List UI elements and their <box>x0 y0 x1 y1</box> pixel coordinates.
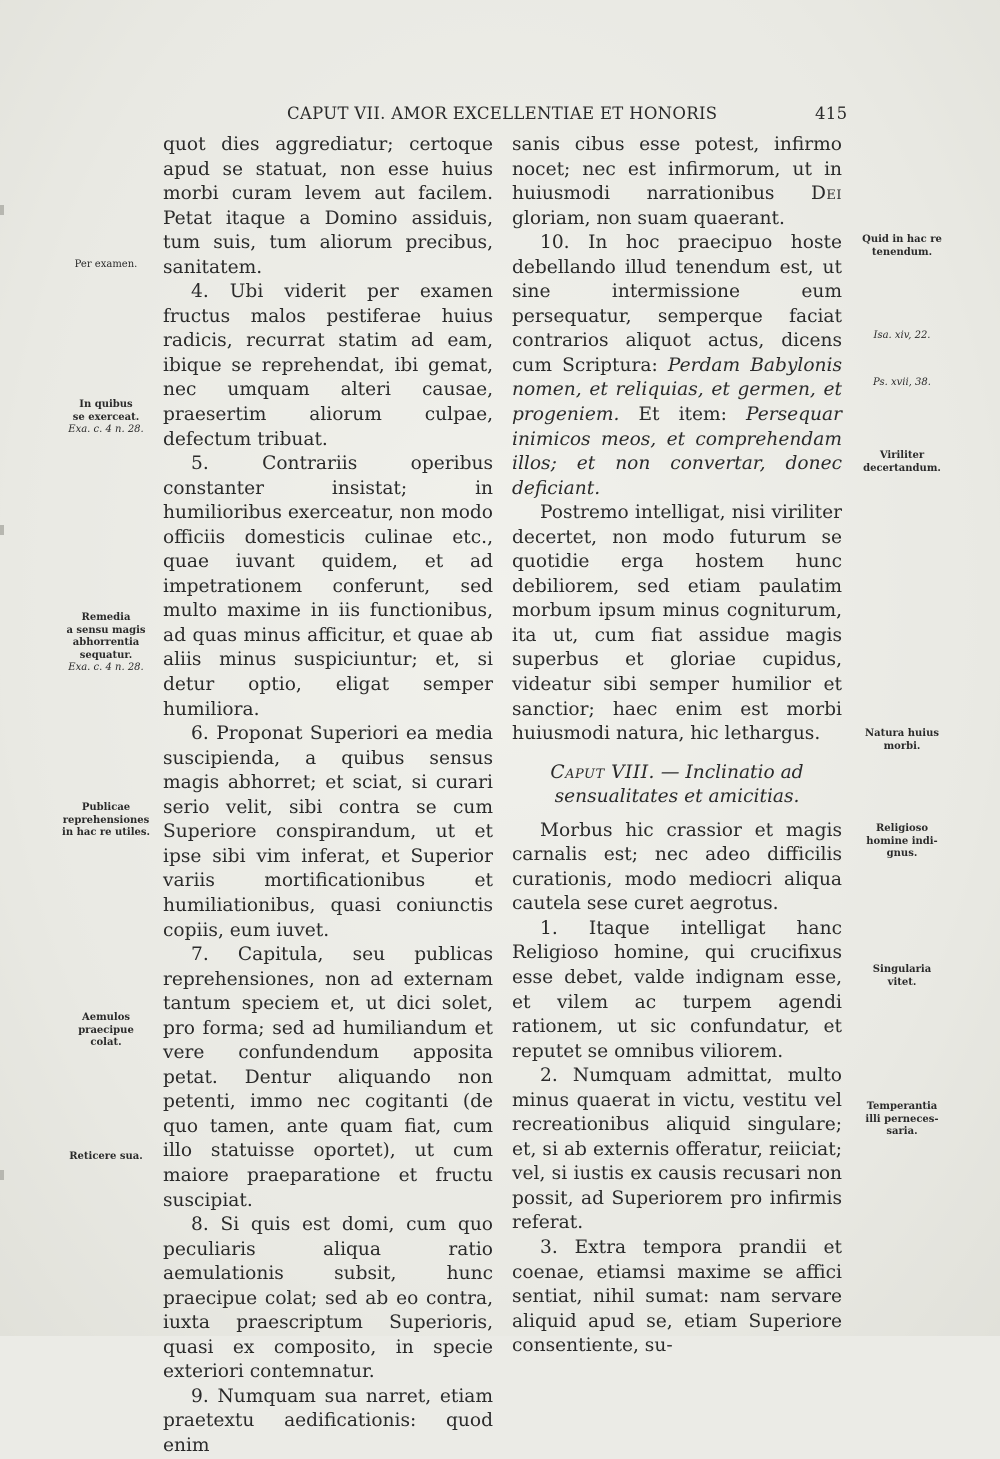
margin-note-line: abhorrentia <box>72 637 140 648</box>
margin-note-line: tenendum. <box>871 246 933 258</box>
margin-note-line: gnus. <box>886 848 918 859</box>
paragraph: 9. Numquam sua narret, etiam praetextu aedificationis: quod enim <box>163 1385 493 1456</box>
paragraph: quot dies aggrediatur; certoque apud se statuat, non esse huius morbi curam levem aut facilem. Petat itaque a Domino assiduis, tum suis, tum aliorum precibus, sanitatem. <box>163 134 493 278</box>
paragraph: 2. Numquam admittat, multo minus quaerat in victu, vestitu vel recreationibus aliquid singulare; et, si ab externis offeratur, reiiciat; vel, si iustis ex causis recusari non possit, ad Superiorem pro infirmis referat. <box>512 1065 842 1234</box>
margin-note-religioso <box>850 823 954 861</box>
margin-note-line: Per examen. <box>74 259 138 270</box>
margin-note-line: illi perneces- <box>865 1113 939 1125</box>
margin-note-line: se exerceat. <box>72 411 140 423</box>
margin-note-aemulos <box>56 1012 156 1050</box>
margin-note-natura <box>850 728 954 753</box>
text-run: gloriam, non suam quaerant. <box>512 207 785 229</box>
margin-note-line: a sensu magis <box>66 624 146 636</box>
text-run-smallcaps: Dei <box>810 183 842 205</box>
margin-note-line: Temperantia <box>866 1101 938 1112</box>
paragraph: 8. Si quis est domi, cum quo peculiaris aliqua ratio aemulationis subsit, hunc praecipue colat; sed ab eo contra, iuxta praescriptum Superioris, quasi ex composito, in specie exteriori contemnatur. <box>163 1214 493 1383</box>
chapter-heading <box>512 761 842 809</box>
margin-note-line: Singularia <box>872 964 932 975</box>
margin-note-line: Publicae <box>81 802 131 813</box>
text-run: 10. In hoc praecipuo hoste debellando illud tenendum est, ut sine intermissione eum persequatur, semperque faciat contrarios aliquot actus, dicens cum Scriptura: <box>512 232 842 376</box>
margin-note-line: saria. <box>886 1126 918 1137</box>
margin-note-quid-in-hac-re <box>850 234 954 259</box>
paragraph <box>512 231 842 501</box>
margin-note-per-examen <box>56 259 156 272</box>
paragraph: 5. Contrariis operibus constanter insistat; in humilioribus exerceatur, non modo officiis domesticis culinae etc., quae iuvant quidem, et ad impetrationem conferunt, sed multo maxime in iis functionibus, ad quas minus afficitur, et quae ab aliis minus suspiciuntur; et, si detur optio, eligat semper humiliora. <box>163 453 493 720</box>
paragraph: 6. Proponat Superiori ea media suscipienda, a quibus sensus magis abhorret; et sciat, si curari serio velit, sibi contra se cum Superiore conspirandum, ut et ipse sibi vim inferat, et Superior variis mortificationibus et humiliationibus, quasi coniunctis copiis, eum iuvet. <box>163 723 493 941</box>
margin-note-temperantia <box>850 1101 954 1139</box>
margin-note-line: Quid in hac re <box>862 234 942 245</box>
paragraph: 4. Ubi viderit per examen fructus malos pestiferae huius radicis, recurrat statim ad eam, ibique se reprehendat, ibi gemat, nec umquam alteri causae, praesertim aliorum culpae, defectum tribuat. <box>163 281 493 450</box>
page-edge-mark <box>0 525 4 535</box>
margin-note-line: morbi. <box>883 740 921 752</box>
margin-reference: Isa. xiv, 22. <box>873 330 931 341</box>
margin-note-line: vitet. <box>887 976 917 988</box>
margin-reference: Ps. xvii, 38. <box>873 377 931 388</box>
margin-reference: Exa. c. 4 n. 28. <box>68 662 144 673</box>
margin-note-reticere <box>56 1151 156 1164</box>
chapter-title: — Inclinatio ad sensualitates et amicitias. <box>554 761 804 807</box>
margin-note-line: Remedia <box>81 612 131 623</box>
margin-note-line: Reticere sua. <box>69 1151 143 1162</box>
margin-note-remedia <box>56 612 156 675</box>
margin-note-line: Viriliter <box>879 450 925 461</box>
text-run: Et item: <box>619 404 747 426</box>
margin-reference: Exa. c. 4 n. 28. <box>68 424 144 435</box>
margin-note-line: homine indi- <box>866 835 938 847</box>
text-run: sanis cibus esse potest, infirmo nocet; nec est infirmorum, ut in huiusmodi narrationibus <box>512 134 842 205</box>
chapter-label: Caput VIII. <box>550 761 655 783</box>
margin-note-line: in hac re utiles. <box>62 827 150 838</box>
margin-note-line: reprehensiones <box>62 814 150 826</box>
scripture-quote: Perdam Babylonis nomen, et reliquias, et germen, et progeniem. <box>512 354 843 426</box>
running-header <box>0 104 1000 130</box>
margin-note-line: colat. <box>90 1037 122 1048</box>
paragraph: Morbus hic crassior et magis carnalis est; nec adeo difficilis curationis, modo mediocri aliqua cautela sese curet aegrotus. <box>512 819 842 915</box>
margin-note-in-quibus <box>56 399 156 437</box>
paragraph: 7. Capitula, seu publicas reprehensiones, non ad externam tantum speciem et, ut dici solet, pro forma; sed ad humiliandum et vere confundendum apposita petat. Dentur aliquando non petenti, immo nec cogitanti (de quo tamen, ante quam fiat, cum illo statuisse oportet), ut cum maiore praeparatione et fructu suscipiat. <box>163 944 493 1211</box>
margin-note-line: Aemulos <box>81 1012 131 1023</box>
paragraph: 1. Itaque intelligat hanc Religioso homine, qui crucifixus esse debet, valde indignam esse, et vilem ac turpem agendi rationem, ut sic confundatur, et reputet se omnibus viliorem. <box>512 917 842 1062</box>
page-edge-mark <box>0 205 4 215</box>
paragraph: 3. Extra tempora prandii et coenae, etiamsi maxime se affici sentiat, nihil sumat: nam servare aliquid apud se, etiam Superiore consentiente, su- <box>512 1236 842 1357</box>
scripture-quote: Persequar inimicos meos, et comprehendam illos; et non convertar, donec deficiant. <box>512 404 842 499</box>
margin-note-line: In quibus <box>79 399 133 410</box>
paragraph: Postremo intelligat, nisi viriliter decertet, non modo futurum se quotidie erga hostem hunc debiliorem, sed etiam paulatim morbum ipsum minus cogniturum, ita ut, cum fiat assidue magis superbus et gloriae cupidus, videatur sibi semper humilior et sanctior; haec enim est morbi huiusmodi natura, hic lethargus. <box>512 502 842 745</box>
margin-note-line: Religioso <box>875 823 929 834</box>
margin-note-singularia <box>850 964 954 989</box>
margin-note-line: Natura huius <box>865 728 939 739</box>
page-number: 415 <box>815 104 848 123</box>
margin-ref-isa <box>850 330 954 343</box>
paragraph <box>512 133 842 231</box>
margin-note-line: sequatur. <box>79 649 133 661</box>
margin-note-publicae <box>56 802 156 840</box>
left-text-column <box>163 133 493 1459</box>
margin-note-line: decertandum. <box>863 462 941 474</box>
margin-ref-ps <box>850 377 954 390</box>
page-edge-mark <box>0 1170 4 1180</box>
running-title: CAPUT VII. AMOR EXCELLENTIAE ET HONORIS <box>287 104 718 123</box>
right-text-column <box>512 133 842 1359</box>
margin-note-viriliter <box>850 450 954 475</box>
margin-note-line: praecipue <box>78 1024 134 1036</box>
